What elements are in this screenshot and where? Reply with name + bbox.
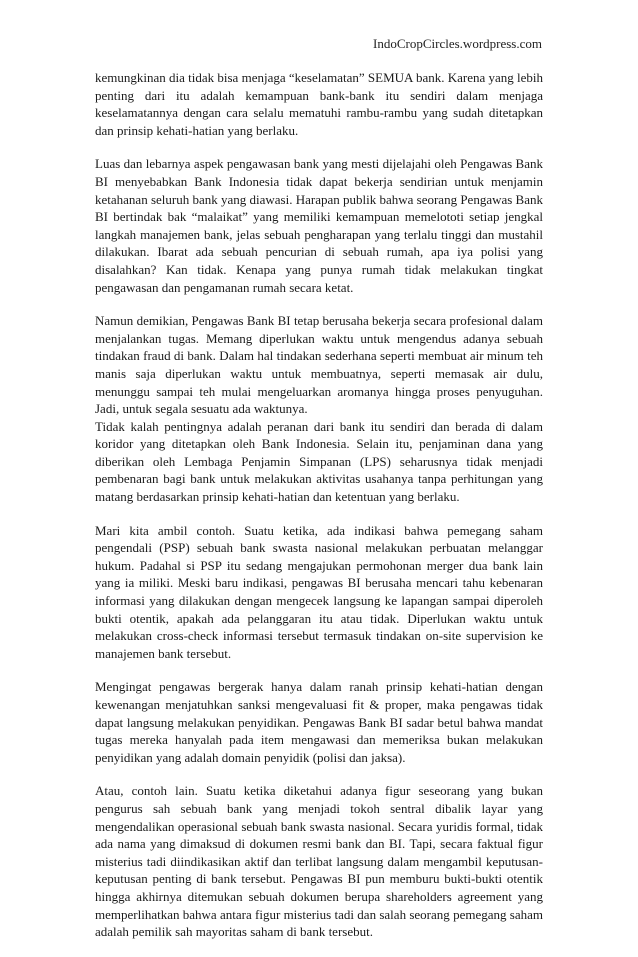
paragraph-7: Atau, contoh lain. Suatu ketika diketahui adanya figur seseorang yang bukan pengurus sah sebuah bank yang menjadi tokoh sentral dibalik layar yang mengendalikan operasional sebuah bank swasta nasional. Secara yuridis formal, tidak ada nama yang dimaksud di dokumen resmi bank dan BI. Tapi, secara faktual figur misterius tadi diindikasikan aktif dan terlibat langsung dalam mengambil keputusan-keputusan penting di bank tersebut. Pengawas BI pun memburu bukti-bukti otentik hingga akhirnya ditemukan sebuah dokumen berupa shareholders agreement yang memperlihatkan bahwa antara figur misterius tadi dan salah seorang pemegang saham adalah pemilik sah mayoritas saham di bank tersebut. [95,783,543,940]
paragraph-3: Namun demikian, Pengawas Bank BI tetap berusaha bekerja secara profesional dalam menjalankan tugas. Memang diperlukan waktu untuk mengendus adanya sebuah tindakan fraud di bank. Dalam hal tindakan sederhana seperti membuat air minum teh manis saja diperlukan waktu untuk membuatnya, seperti memasak air dulu, menunggu sampai teh mulai mengeluarkan aromanya hingga proses penyuguhan. Jadi, untuk segala sesuatu ada waktunya. [95,313,543,417]
paragraph-6: Mengingat pengawas bergerak hanya dalam ranah prinsip kehati-hatian dengan kewenangan menjatuhkan sanksi mengevaluasi fit & proper, maka pengawas tidak dapat langsung melakukan penyidikan. Pengawas Bank BI sadar betul bahwa mandat tugas mereka hanyalah pada item mengawasi dan memeriksa bukan melakukan penyidikan yang adalah domain penyidik (polisi dan jaksa). [95,679,543,765]
paragraph-2: Luas dan lebarnya aspek pengawasan bank yang mesti dijelajahi oleh Pengawas Bank BI menyebabkan Bank Indonesia tidak dapat bekerja sendirian untuk menjamin ketahanan seluruh bank yang diawasi. Harapan publik bahwa seorang Pengawas Bank BI bertindak bak “malaikat” yang memiliki kemampuan memelototi setiap jengkal langkah manajemen bank, jelas sebuah pengharapan yang terlalu tinggi dan mustahil dilakukan. Ibarat ada sebuah pencurian di sebuah rumah, apa iya polisi yang disalahkan? Kan tidak. Kenapa yang punya rumah tidak melakukan tingkat pengawasan dan pengamanan rumah secara ketat. [95,156,543,295]
site-header: IndoCropCircles.wordpress.com [373,36,542,51]
paragraph-1: kemungkinan dia tidak bisa menjaga “keselamatan” SEMUA bank. Karena yang lebih penting dari itu adalah kemampuan bank-bank itu sendiri dalam menjaga keselamatannya dengan cara selalu mematuhi rambu-rambu yang sudah ditetapkan dan prinsip kehati-hatian yang berlaku. [95,70,543,138]
paragraph-5: Mari kita ambil contoh. Suatu ketika, ada indikasi bahwa pemegang saham pengendali (PSP) sebuah bank swasta nasional melakukan perbuatan melanggar hukum. Padahal si PSP itu sedang mengajukan permohonan merger dua bank lain yang ia miliki. Meski baru indikasi, pengawas BI berusaha mencari tahu kebenaran informasi yang dilakukan dengan mengecek langsung ke lapangan sampai diperoleh bukti otentik, apakah ada pelanggaran itu atau tidak. Diperlukan waktu untuk melakukan cross-check informasi tersebut termasuk tindakan on-site supervision ke manajemen bank tersebut. [95,522,543,661]
paragraph-4: Tidak kalah pentingnya adalah peranan dari bank itu sendiri dan berada di dalam koridor yang ditetapkan oleh Bank Indonesia. Selain itu, penjaminan dana yang diberikan oleh Lembaga Penjamin Simpanan (LPS) seharusnya tidak menjadi pembenaran bagi bank untuk melakukan aktivitas usahanya tanpa perhitungan yang matang berdasarkan prinsip kehati-hatian dan ketentuan yang berlaku. [95,418,543,505]
document-body [95,69,543,957]
